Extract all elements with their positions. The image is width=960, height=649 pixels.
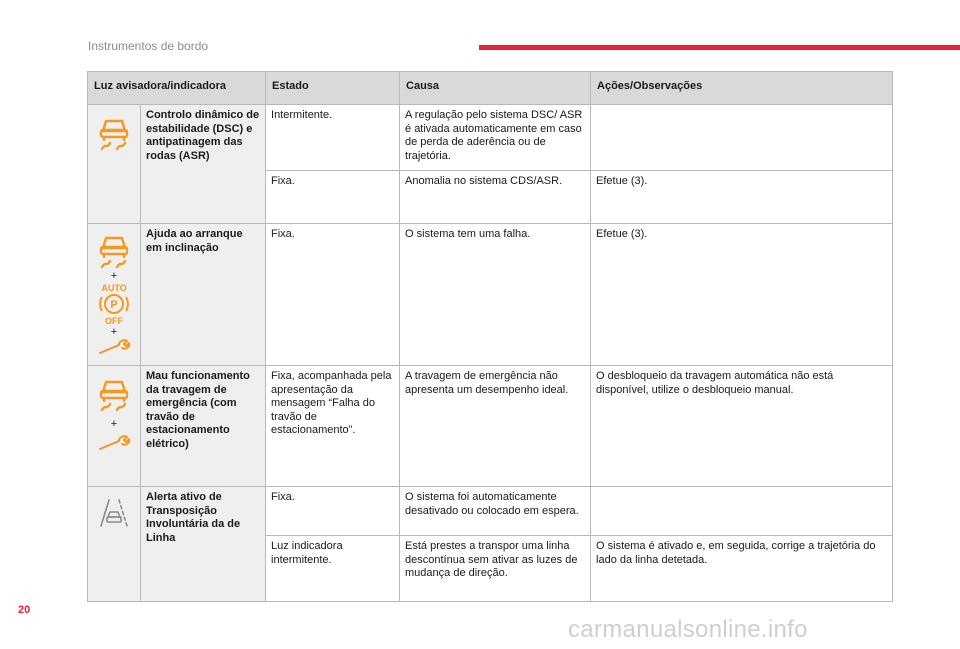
causa-cell: O sistema foi automaticamente desativado ou colocado em espera.	[400, 487, 591, 536]
p-text: P	[110, 299, 118, 311]
table-row	[88, 487, 893, 536]
estado-cell: Fixa.	[266, 171, 400, 224]
hill-start-label: Ajuda ao arranque em inclinação	[141, 224, 266, 366]
table-row	[88, 105, 893, 171]
plus-sign: +	[110, 326, 118, 338]
estado-cell: Fixa, acompanhada pela apresentação da mensagem “Falha do travão de estacionamento”.	[266, 366, 400, 487]
acoes-cell: O desbloqueio da travagem automática não está disponível, utilize o desbloqueio manual.	[591, 366, 893, 487]
off-text: OFF	[105, 316, 123, 326]
estado-cell: Fixa.	[266, 224, 400, 366]
wrench-icon	[97, 338, 131, 356]
acoes-cell	[591, 487, 893, 536]
dsc-asr-icon-cell	[88, 105, 141, 224]
lane-departure-icon	[97, 497, 131, 529]
skidding-car-icon	[97, 234, 131, 270]
wrench-icon	[97, 434, 131, 452]
plus-sign: +	[110, 418, 118, 430]
warning-lights-table	[87, 71, 893, 602]
estado-cell: Fixa.	[266, 487, 400, 536]
auto-text: AUTO	[101, 283, 127, 293]
causa-cell: A regulação pelo sistema DSC/ ASR é ativada automaticamente em caso de perda de aderência ou de trajetória.	[400, 105, 591, 171]
section-title: Instrumentos de bordo	[88, 39, 209, 53]
estado-cell: Intermitente.	[266, 105, 400, 171]
skidding-car-icon	[97, 376, 131, 414]
header-accent-bar	[479, 45, 960, 50]
hill-start-icon-cell	[88, 224, 141, 366]
acoes-cell: O sistema é ativado e, em seguida, corrige a trajetória do lado da linha detetada.	[591, 536, 893, 602]
dsc-asr-label: Controlo dinâmico de estabilidade (DSC) e antipatinagem das rodas (ASR)	[141, 105, 266, 224]
table-row	[88, 366, 893, 487]
watermark: carmanualsonline.info	[568, 616, 808, 643]
causa-cell: O sistema tem uma falha.	[400, 224, 591, 366]
header-warning-light: Luz avisadora/indicadora	[88, 72, 266, 105]
skidding-car-icon	[97, 115, 131, 153]
acoes-cell	[591, 105, 893, 171]
causa-cell: A travagem de emergência não apresenta um desempenho ideal.	[400, 366, 591, 487]
page-number: 20	[18, 604, 31, 616]
auto-park-off-icon	[97, 282, 131, 326]
table-header-row	[88, 72, 893, 105]
header-estado: Estado	[266, 72, 400, 105]
table-row	[88, 224, 893, 366]
plus-sign: +	[110, 270, 118, 282]
emergency-brake-icon-cell	[88, 366, 141, 487]
lane-assist-icon-cell	[88, 487, 141, 602]
emergency-brake-label: Mau funcionamento da travagem de emergência (com travão de estacionamento elétrico)	[141, 366, 266, 487]
causa-cell: Anomalia no sistema CDS/ASR.	[400, 171, 591, 224]
estado-cell: Luz indicadora intermitente.	[266, 536, 400, 602]
causa-cell: Está prestes a transpor uma linha descontínua sem ativar as luzes de mudança de direção.	[400, 536, 591, 602]
lane-assist-label: Alerta ativo de Transposição Involuntária da de Linha	[141, 487, 266, 602]
header-causa: Causa	[400, 72, 591, 105]
acoes-cell: Efetue (3).	[591, 224, 893, 366]
acoes-cell: Efetue (3).	[591, 171, 893, 224]
header-acoes: Ações/Observações	[591, 72, 893, 105]
